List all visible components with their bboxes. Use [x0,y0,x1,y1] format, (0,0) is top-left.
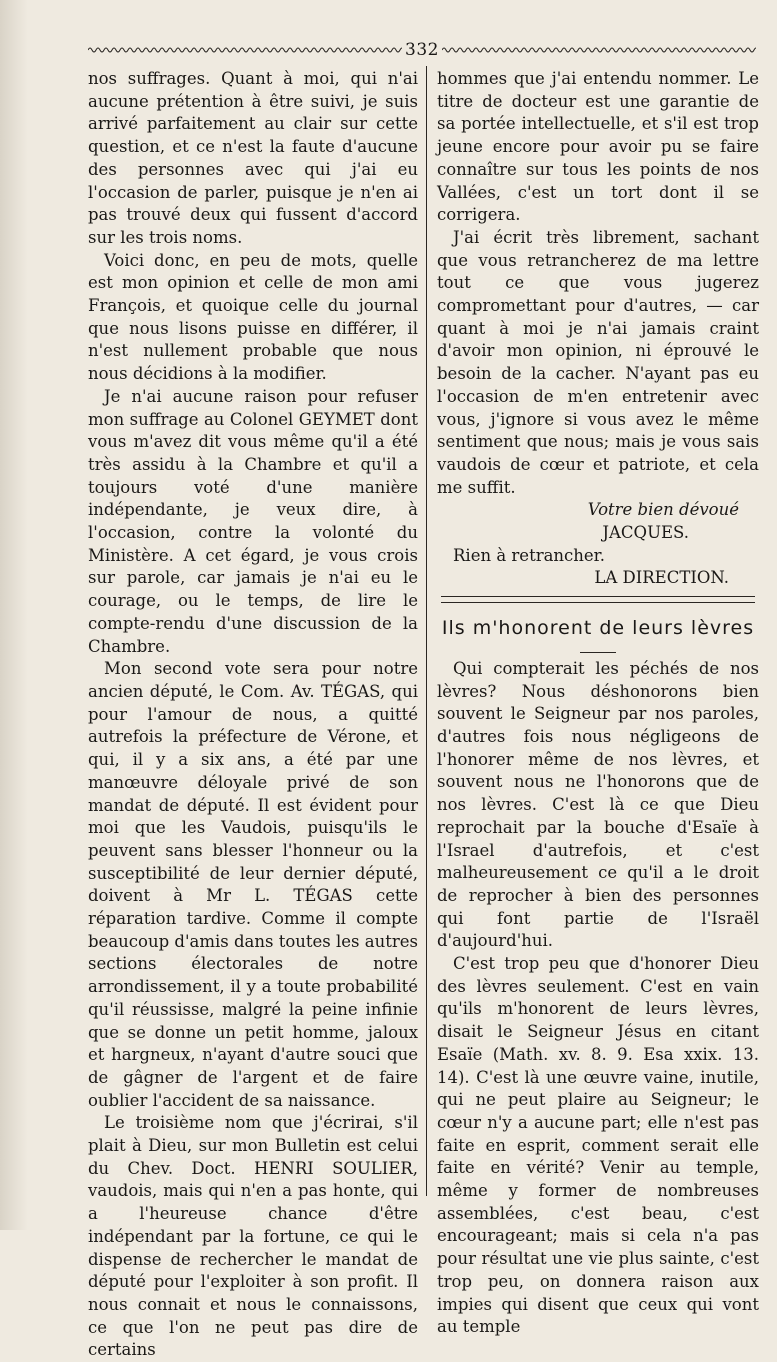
paragraph: C'est trop peu que d'honorer Dieu des lèvres seulement. C'est en vain qu'ils m'honorent de leurs lèvres, disait le Seigneur Jésus en citant Esaïe (Math. xv. 8. 9. Esa xxix. 13. 14). C'est là une œuvre vaine, inutile, qui ne peut plaire au Seigneur; le cœur n'y a aucune part; elle n'est pas faite en esprit, comment serait elle faite en vérité? Venir au temple, même y former de nombreuses assemblées, c'est beau, c'est encourageant; mais si cela n'a pas pour résultat une vie plus sainte, c'est trop peu, on donnera raison aux impies qui disent que ceux qui vont au temple [437,954,759,1337]
left-column [88,68,418,1362]
editor-note: Rien à retrancher. [453,545,606,565]
paragraph: J'ai écrit très librement, sachant que vous retrancherez de ma lettre tout ce que vous jugerez compromettant pour d'autres, — car quant à moi je n'ai jamais craint d'avoir mon opinion, ni éprouvé le besoin de la cacher. N'ayant pas eu l'occasion de m'en entretenir avec vous, j'ignore si vous avez le même sentiment que nous; mais je vous sais vaudois de cœur et patriote, et cela me suffit. [437,227,759,497]
signature-closing: Votre bien dévoué [587,500,739,520]
header-ornament-left [88,46,402,54]
page-header [88,38,756,62]
section-rule [441,596,755,603]
title-dash [437,642,759,654]
page-number: 332 [405,40,439,60]
header-ornament-right [442,46,756,54]
paragraph: Le troisième nom que j'écrirai, s'il plait à Dieu, sur mon Bulletin est celui du Chev. Doct. HENRI SOULIER, vaudois, mais qui n'en a pas honte, qui a l'heureuse chance d'être indépendant par la fortune, ce qui le dispense de rechercher le mandat de député pour l'exploiter à son profit. Il nous connait et nous le connaissons, ce que l'on ne peut pas dire de certains [88,1113,418,1360]
paragraph: Mon second vote sera pour notre ancien député, le Com. Av. TÉGAS, qui pour l'amour de nous, a quitté autrefois la préfecture de Vérone, et qui, il y a six ans, a été par une manœuvre déloyale privé de son mandat de député. Il est évident pour moi que les Vaudois, puisqu'ils le peuvent sans blesser l'honneur ou la susceptibilité de leur dernier député, doivent à Mr L. TÉGAS cette réparation tardive. Comme il compte beaucoup d'amis dans toutes les autres sections électorales de notre arrondissement, il y a toute probabilité qu'il réussisse, malgré la peine infinie que se donne un petit homme, jaloux et hargneux, n'ayant d'autre souci que de gâgner de l'argent et de faire oublier l'accident de sa naissance. [88,659,418,1110]
signature-name: JACQUES. [602,523,689,543]
paragraph: Qui compterait les péchés de nos lèvres? Nous déshonorons bien souvent le Seigneur par nos paroles, d'autres fois nous négligeons de l'honorer même de nos lèvres, et souvent nous ne l'honorons que de nos lèvres. C'est là ce que Dieu reprochait par la bouche d'Esaïe à l'Israel d'autrefois, et c'est malheureusement ce qu'il a le droit de reprocher à bien des personnes qui font partie de l'Israël d'aujourd'hui. [437,658,759,951]
paragraph: Je n'ai aucune raison pour refuser mon suffrage au Colonel GEYMET dont vous m'avez dit vous même qu'il a été très assidu à la Chambre et qu'il a toujours voté d'une manière indépendante, je veux dire, à l'occasion, contre la volonté du Ministère. A cet égard, je vous crois sur parole, car jamais je n'ai eu le courage, ou le temps, de lire le compte-rendu d'une discussion de la Chambre. [88,386,418,656]
page-edge-shadow [0,0,28,1230]
article-title: Ils m'honorent de leurs lèvres [441,617,755,640]
paragraph: nos suffrages. Quant à moi, qui n'ai aucune prétention à être suivi, je suis arrivé parfaitement au clair sur cette question, et ce n'est la faute d'aucune des personnes avec qui j'ai eu l'occasion de parler, puisque je n'en ai pas trouvé deux qui fussent d'accord sur les trois noms. [88,69,418,247]
paragraph: hommes que j'ai entendu nommer. Le titre de docteur est une garantie de sa portée intellectuelle, et s'il est trop jeune encore pour avoir pu se faire connaître sur tous les points de nos Vallées, c'est un tort dont il se corrigera. [437,69,759,225]
editor-signature: LA DIRECTION. [594,568,729,588]
column-divider [426,66,427,1196]
paragraph: Voici donc, en peu de mots, quelle est mon opinion et celle de mon ami François, et quoique celle du journal que nous lisons puisse en différer, il n'est nullement probable que nous nous décidions à la modifier. [88,250,418,384]
right-column [437,68,759,1339]
